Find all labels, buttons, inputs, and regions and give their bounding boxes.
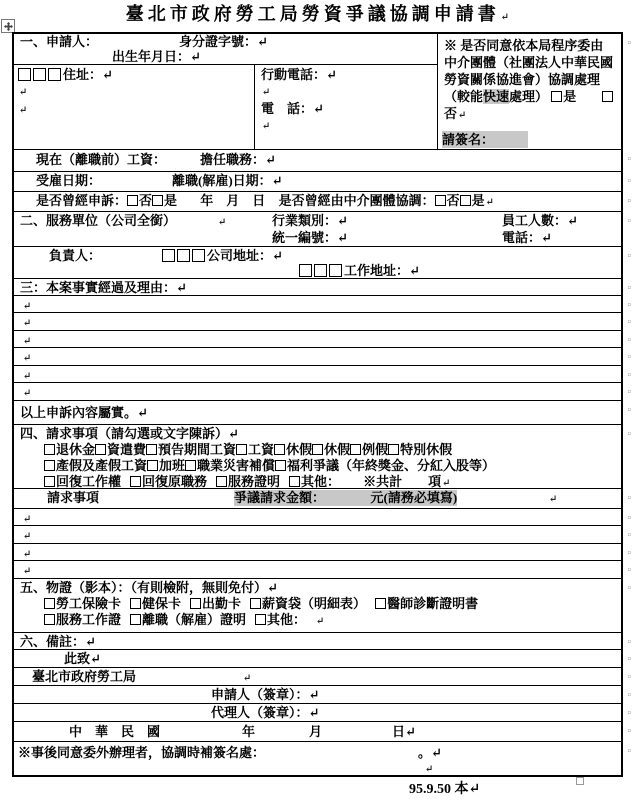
evidence-section <box>14 579 631 633</box>
complaint-date-label[interactable]: 年 月 日 <box>200 193 266 208</box>
claims-section <box>14 425 631 489</box>
checkbox-label: 工資 <box>248 442 275 457</box>
remarks-label: 六、備註：↵ <box>20 634 96 649</box>
checkbox-icon[interactable] <box>255 614 266 625</box>
pilcrow-mark: ↵ <box>425 764 434 775</box>
checkbox-label: 其他： <box>301 474 341 489</box>
claims-header: 四、請求事項（請勾選或文字陳訴）↵ <box>20 426 239 441</box>
applicant-section <box>14 34 631 150</box>
checkbox-label: 福利爭議（年終獎金、分紅入股等） <box>287 458 496 473</box>
yes-label: 是 <box>471 193 485 208</box>
to-label: 此致↵ <box>64 651 101 666</box>
row-end-mark: ¤ <box>627 638 631 646</box>
company-phone-label[interactable]: 電話：↵ <box>502 230 552 245</box>
current-wage-label: 現在（離職前）工資： <box>36 152 167 167</box>
row-end-mark: ¤ <box>627 155 631 163</box>
row-end-mark: ¤ <box>627 709 631 717</box>
row-end-mark: ¤ <box>627 336 631 344</box>
facts-blank-row[interactable] <box>14 366 631 383</box>
checkbox-icon[interactable] <box>388 444 399 455</box>
pilcrow-mark: ↵ <box>316 616 325 627</box>
checkbox-option <box>130 596 181 611</box>
pilcrow-mark: ↵ <box>262 121 271 132</box>
hire-date-row[interactable] <box>14 172 631 192</box>
facts-blank-row[interactable] <box>14 383 631 401</box>
checkbox-icon[interactable] <box>185 460 196 471</box>
row-end-mark: ¤ <box>627 494 631 502</box>
checkbox-label: 醫師診斷證明書 <box>387 596 479 611</box>
checkbox-option <box>255 612 306 627</box>
consent-yes-label: 是 <box>563 89 577 104</box>
checkbox-option <box>250 596 366 611</box>
pilcrow-mark: ↵ <box>23 549 32 560</box>
checkbox-icon[interactable] <box>190 598 201 609</box>
checkbox-label: 回復工作權 <box>56 474 122 489</box>
checkbox-icon[interactable] <box>375 598 386 609</box>
evidence-header: 五、物證（影本）：（有則檢附，無則免付）↵ <box>20 580 278 595</box>
owner-label[interactable]: 負責人： <box>49 248 102 263</box>
anchor-box-mark <box>576 777 584 785</box>
postal-code-box-icon[interactable] <box>162 249 175 262</box>
pilcrow-mark: ↵ <box>19 87 28 98</box>
pilcrow-mark: ↵ <box>23 531 32 542</box>
row-end-mark: ¤ <box>627 691 631 699</box>
checkbox-icon[interactable] <box>275 460 286 471</box>
signature-field[interactable]: 請簽名： <box>442 131 528 148</box>
checkbox-option <box>236 442 274 457</box>
claims-line-1 <box>14 442 621 458</box>
address-cell[interactable] <box>14 65 255 149</box>
checkbox-label: 勞工保險卡 <box>56 596 122 611</box>
phone-label: 電 話：↵ <box>261 101 324 116</box>
postal-code-box-icon[interactable] <box>48 68 61 81</box>
facts-blank-row[interactable] <box>14 331 631 348</box>
checkbox-icon[interactable] <box>350 444 361 455</box>
row-end-mark: ¤ <box>627 284 631 292</box>
checkbox-option <box>350 442 388 457</box>
claim-blank-row[interactable] <box>14 561 631 579</box>
checkbox-icon[interactable] <box>44 444 55 455</box>
employer-row <box>14 212 631 247</box>
consent-text-highlight: 快速 <box>483 89 510 104</box>
postal-code-box-icon[interactable] <box>192 249 205 262</box>
checkbox-label: 出勤卡 <box>202 596 242 611</box>
form-table <box>12 32 631 777</box>
row-end-mark: ¤ <box>627 566 631 574</box>
era-label: 中 華 民 國 <box>69 724 161 739</box>
remarks-row[interactable] <box>14 633 631 650</box>
applicant-signature-label: 申請人（簽章）：↵ <box>211 687 320 702</box>
checkbox-option <box>274 442 312 457</box>
consent-no-checkbox-icon[interactable] <box>602 91 613 102</box>
claim-items-label: 請求事項 <box>47 490 100 505</box>
employer-label[interactable]: 二、服務單位（公司全銜） <box>20 213 177 228</box>
checkbox-option <box>216 474 280 489</box>
checkbox-label: 退休金 <box>56 442 96 457</box>
checkbox-option <box>44 474 121 489</box>
checkbox-icon[interactable] <box>44 598 55 609</box>
evidence-line-2 <box>14 612 621 630</box>
row-end-mark: ¤ <box>627 727 631 735</box>
no-label: 否 <box>446 193 460 208</box>
checkbox-option <box>147 458 185 473</box>
checkbox-option <box>146 442 236 457</box>
pilcrow-mark: ↵ <box>218 217 227 228</box>
checkbox-label: 服務工作證 <box>56 612 122 627</box>
birthdate-label[interactable]: 出生年月日：↵ <box>112 49 201 64</box>
owner-row <box>14 247 631 279</box>
company-address-field[interactable] <box>162 248 283 264</box>
work-address-label: 工作地址：↵ <box>344 263 420 278</box>
to-row <box>14 650 631 668</box>
checkbox-label: 休假 <box>324 442 351 457</box>
checkbox-label: 薪資袋（明細表） <box>262 596 367 611</box>
no-label: 否 <box>139 193 153 208</box>
tax-id-label[interactable]: 統一編號：↵ <box>272 230 348 245</box>
pilcrow-mark: ↵ <box>500 12 510 23</box>
row-end-mark: ¤ <box>627 531 631 539</box>
postal-code-box-icon[interactable] <box>177 249 190 262</box>
row-end-mark: ¤ <box>627 318 631 326</box>
evidence-line-1 <box>14 596 621 612</box>
checkbox-option <box>185 458 275 473</box>
checkbox-option <box>130 612 246 627</box>
mediated-no-checkbox-icon[interactable] <box>435 195 446 206</box>
checkbox-icon[interactable] <box>44 614 55 625</box>
checkbox-option <box>44 458 147 473</box>
row-end-mark: ¤ <box>627 549 631 557</box>
checkbox-label: 加班 <box>159 458 186 473</box>
checkbox-icon[interactable] <box>44 460 55 471</box>
checkbox-icon[interactable] <box>289 476 300 487</box>
post-signature-period: 。↵ <box>418 745 442 760</box>
checkbox-icon[interactable] <box>236 444 247 455</box>
facts-section-header <box>14 279 631 296</box>
checkbox-icon[interactable] <box>130 598 141 609</box>
pilcrow-mark: ↵ <box>23 388 32 399</box>
pilcrow-mark: ↵ <box>23 301 32 312</box>
mediation-consent-cell <box>437 34 621 149</box>
job-title-label: 擔任職務：↵ <box>200 152 276 167</box>
applicant-label: 一、申請人： <box>20 34 99 49</box>
pilcrow-mark: ↵ <box>23 371 32 382</box>
checkbox-label: 例假 <box>362 442 389 457</box>
id-number-label[interactable]: 身分證字號：↵ <box>179 34 268 49</box>
row-end-mark: ¤ <box>627 217 631 225</box>
postal-code-box-icon[interactable] <box>18 68 31 81</box>
postal-code-box-icon[interactable] <box>33 68 46 81</box>
agent-signature-label: 代理人（簽章）：↵ <box>211 705 320 720</box>
phone-cell[interactable] <box>255 65 437 149</box>
consent-no-label: 否 <box>444 106 458 121</box>
wage-row[interactable] <box>14 150 631 172</box>
checkbox-label: 離職（解雇）證明 <box>142 612 247 627</box>
facts-blank-row[interactable] <box>14 296 631 313</box>
claim-amount-row <box>14 489 631 509</box>
checkbox-option <box>275 458 495 473</box>
pilcrow-mark: ↵ <box>458 110 467 121</box>
form-version: 95.9.50 本↵ <box>409 782 481 797</box>
postal-code-box-icon[interactable] <box>299 264 312 277</box>
claims-total-note[interactable]: ※共計 項 <box>363 474 442 489</box>
pilcrow-mark: ↵ <box>23 336 32 347</box>
checkbox-label: 資遣費 <box>107 442 147 457</box>
pilcrow-mark: ↵ <box>442 478 451 489</box>
row-end-mark: ¤ <box>627 514 631 522</box>
checkbox-option <box>44 596 121 611</box>
pilcrow-mark: ↵ <box>243 673 252 684</box>
consent-text-end: 處理） <box>509 89 549 104</box>
pilcrow-mark: ↵ <box>262 87 271 98</box>
row-end-mark: ¤ <box>627 371 631 379</box>
checkbox-option <box>375 596 478 611</box>
post-signature-note: ※事後同意委外辦理者，協調時補簽名處： <box>18 745 266 760</box>
month-label: 月 <box>309 724 323 739</box>
row-end-mark: ¤ <box>627 197 631 205</box>
row-end-mark: ¤ <box>627 39 631 47</box>
checkbox-icon[interactable] <box>274 444 285 455</box>
checkbox-option <box>130 474 207 489</box>
row-end-mark: ¤ <box>627 747 631 755</box>
address-label: 住址：↵ <box>63 67 113 82</box>
checkbox-option <box>312 442 350 457</box>
checkbox-icon[interactable] <box>44 476 55 487</box>
mobile-label: 行動電話：↵ <box>261 67 337 82</box>
checkbox-icon[interactable] <box>130 614 141 625</box>
checkbox-option <box>95 442 146 457</box>
checkbox-label: 特別休假 <box>400 442 453 457</box>
prior-complaint-label: 是否曾經申訴： <box>36 193 128 208</box>
checkbox-label: 休假 <box>286 442 313 457</box>
dispute-amount-field[interactable]: 爭議請求金額： 元(請務必填寫) <box>234 490 458 505</box>
row-end-mark: ¤ <box>627 430 631 438</box>
claim-blank-row[interactable] <box>14 509 631 526</box>
pilcrow-mark: ↵ <box>23 318 32 329</box>
row-end-mark: ¤ <box>627 353 631 361</box>
prior-complaint-row <box>14 192 631 212</box>
checkbox-option <box>388 442 452 457</box>
affirmation-text: 以上申訴內容屬實。↵ <box>20 405 148 420</box>
form-title: 臺北市政府勞工局勞資爭議協調申請書↵ <box>125 4 510 24</box>
checkbox-label: 預告期間工資 <box>158 442 237 457</box>
agency-row <box>14 668 631 686</box>
checkbox-icon[interactable] <box>147 460 158 471</box>
checkbox-icon[interactable] <box>146 444 157 455</box>
industry-label[interactable]: 行業類別：↵ <box>272 213 348 228</box>
agency-name: 臺北市政府勞工局 <box>32 669 137 684</box>
checkbox-label: 服務證明 <box>228 474 281 489</box>
pilcrow-mark: ↵ <box>23 514 32 525</box>
checkbox-option <box>44 442 95 457</box>
facts-blank-row[interactable] <box>14 348 631 366</box>
date-row[interactable] <box>14 722 631 742</box>
complaint-no-checkbox-icon[interactable] <box>127 195 138 206</box>
facts-blank-row[interactable] <box>14 313 631 331</box>
facts-label: 三：本案事實經過及理由：↵ <box>20 280 187 295</box>
pilcrow-mark: ↵ <box>485 197 494 208</box>
row-end-mark: ¤ <box>627 252 631 260</box>
claims-line-2 <box>14 458 621 474</box>
checkbox-label: 回復原職務 <box>142 474 208 489</box>
checkbox-option <box>44 612 121 627</box>
row-end-mark: ¤ <box>627 673 631 681</box>
consent-yes-checkbox-icon[interactable] <box>551 91 562 102</box>
row-end-mark: ¤ <box>627 406 631 414</box>
leave-date-label: 離職(解雇)日期：↵ <box>172 173 283 188</box>
company-address-label: 公司地址：↵ <box>207 248 283 263</box>
year-label: 年 <box>242 724 256 739</box>
claim-blank-row[interactable] <box>14 544 631 561</box>
postal-code-box-icon[interactable] <box>329 264 342 277</box>
checkbox-icon[interactable] <box>216 476 227 487</box>
day-label: 日↵ <box>392 724 416 739</box>
agent-signature-row[interactable] <box>14 704 631 722</box>
post-signature-row[interactable] <box>14 742 631 779</box>
checkbox-icon[interactable] <box>95 444 106 455</box>
checkbox-icon[interactable] <box>312 444 323 455</box>
row-end-mark: ¤ <box>627 655 631 663</box>
checkbox-option <box>289 474 340 489</box>
checkbox-icon[interactable] <box>130 476 141 487</box>
row-end-mark: ¤ <box>627 388 631 396</box>
row-end-mark: ¤ <box>627 301 631 309</box>
row-end-mark: ¤ <box>627 177 631 185</box>
pilcrow-mark: ↵ <box>549 494 558 505</box>
mediated-before-label: 是否曾經由中介團體協調： <box>278 193 435 208</box>
claim-blank-row[interactable] <box>14 526 631 544</box>
employee-count-label[interactable]: 員工人數：↵ <box>502 213 578 228</box>
affirmation-row <box>14 401 631 425</box>
checkbox-label: 職業災害補償 <box>197 458 276 473</box>
row-end-mark: ¤ <box>627 584 631 592</box>
pilcrow-mark: ↵ <box>19 105 28 116</box>
mediated-yes-checkbox-icon[interactable] <box>460 195 471 206</box>
applicant-signature-row[interactable] <box>14 686 631 704</box>
pilcrow-mark: ↵ <box>23 353 32 364</box>
checkbox-label: 其他： <box>267 612 307 627</box>
checkbox-option <box>190 596 241 611</box>
hire-date-label: 受雇日期： <box>36 173 102 188</box>
checkbox-icon[interactable] <box>250 598 261 609</box>
complaint-yes-checkbox-icon[interactable] <box>152 195 163 206</box>
applicant-header-row <box>14 34 437 65</box>
consent-text: ※ 是否同意依本局程序委由中介團體（社團法人中華民國勞資關係協進會）協調處理（較能 <box>444 38 614 104</box>
checkbox-label: 產假及產假工資 <box>56 458 148 473</box>
yes-label: 是 <box>164 193 178 208</box>
pilcrow-mark: ↵ <box>23 566 32 577</box>
work-address-field[interactable] <box>299 263 420 279</box>
checkbox-label: 健保卡 <box>142 596 182 611</box>
postal-code-box-icon[interactable] <box>314 264 327 277</box>
